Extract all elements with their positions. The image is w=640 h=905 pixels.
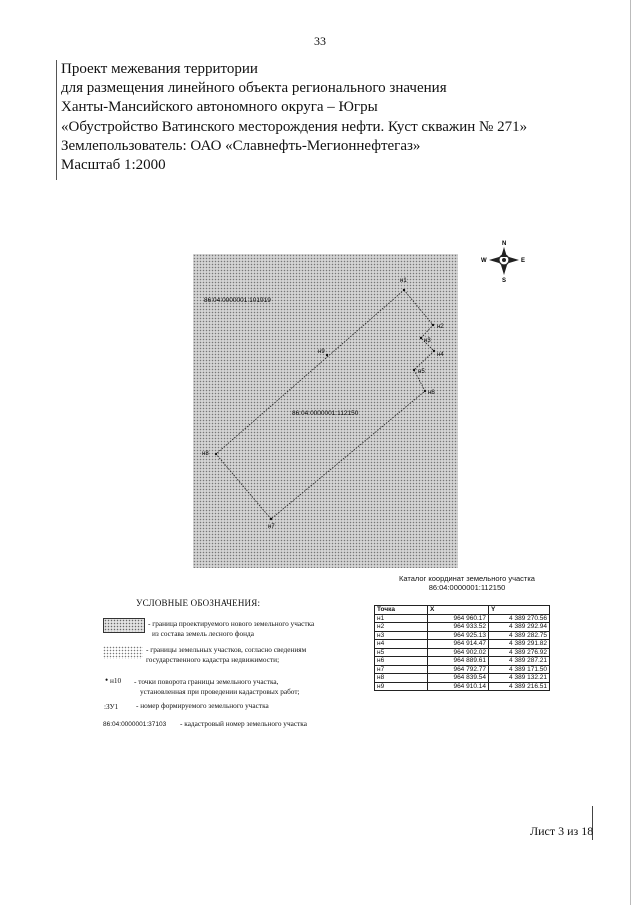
compass-n-label: N [502,241,507,247]
cell-y: 4 389 291.82 [489,640,550,649]
coordinates-table [374,605,550,691]
catalog-title-line-1: Каталог координат земельного участка [399,574,535,583]
header-line-3: Ханты-Мансийского автономного округа – Югры [61,99,378,116]
cell-x: 964 960.17 [428,614,489,623]
point-label-n6: н6 [428,390,435,396]
table-row [375,623,550,632]
point-label-n8: н8 [202,451,209,457]
legend-item-new-parcel [148,619,314,638]
legend-item-points [134,677,300,696]
cell-point: н3 [375,631,428,640]
compass-w-label: W [481,258,487,264]
table-header-row [375,606,550,615]
table-row [375,665,550,674]
table-row [375,614,550,623]
header-line-1: Проект межевания территории [61,61,258,77]
column-header-y: Y [489,606,550,615]
cell-x: 964 910.14 [428,682,489,691]
cell-x: 964 889.61 [428,657,489,666]
legend-swatch-new-parcel [103,618,145,633]
catalog-title [372,574,562,592]
legend-item-registered-parcels [146,645,306,664]
cell-x: 964 933.52 [428,623,489,632]
cell-y: 4 389 132.21 [489,674,550,683]
cell-point: н2 [375,623,428,632]
cell-y: 4 389 216.51 [489,682,550,691]
cell-y: 4 389 171.50 [489,665,550,674]
legend-point-symbol [105,676,121,686]
sheet-total: 18 [581,824,594,838]
legend-item-cadnum: - кадастровый номер земельного участка [180,719,307,728]
cadastral-label-top: 86:04:0000001:101919 [204,297,271,304]
sheet-footer [530,824,593,839]
cell-point: н7 [375,665,428,674]
legend-item-2-line-1: - границы земельных участков, согласно сведениям [146,645,307,654]
table-row [375,674,550,683]
cell-x: 964 925.13 [428,631,489,640]
column-header-point: Точка [375,606,428,615]
legend-item-2-line-2: государственного кадастра недвижимости; [146,654,280,664]
table-row [375,631,550,640]
header-line-5: Землепользователь: ОАО «Славнефть-Мегионнефтегаз» [61,137,421,154]
legend-item-1-line-1: - граница проектируемого нового земельного участка [148,619,315,628]
cell-point: н6 [375,657,428,666]
cell-x: 964 792.77 [428,665,489,674]
parcel-boundary [216,290,434,519]
legend-cadnum-symbol: 86:04:0000001:37103 [103,721,167,728]
point-label-n2: н2 [437,324,444,330]
point-label-n4: н4 [437,352,444,358]
point-label-n7: н7 [268,524,275,530]
legend-item-zu: - номер формируемого земельного участка [136,701,269,710]
point-label-n1: н1 [400,278,407,284]
catalog-title-line-2: 86:04:0000001:112150 [428,583,506,592]
cell-x: 964 839.54 [428,674,489,683]
column-header-x: X [428,606,489,615]
legend-item-1-line-2: из состава земель лесного фонда [152,628,254,638]
sheet-label: Лист 3 из [530,824,579,838]
cell-y: 4 389 292.94 [489,623,550,632]
table-row [375,682,550,691]
cell-point: н8 [375,674,428,683]
legend-point-symbol-text: н10 [109,676,122,685]
cell-y: 4 389 270.56 [489,614,550,623]
compass-s-label: S [502,278,507,283]
header-line-4: «Обустройство Ватинского месторождения нефти. Куст скважин № 271» [61,118,528,135]
cell-point: н5 [375,648,428,657]
compass-e-label: E [521,258,526,264]
cadastral-label-center: 86:04:0000001:112150 [292,410,359,417]
cell-x: 964 914.47 [428,640,489,649]
table-row [375,657,550,666]
point-label-n3: н3 [424,338,431,344]
table-row [375,648,550,657]
point-label-n5: н5 [418,369,425,375]
cell-point: н1 [375,614,428,623]
scale-line: Масштаб 1:2000 [61,157,166,174]
legend-title: УСЛОВНЫЕ ОБОЗНАЧЕНИЯ: [136,598,261,608]
table-row [375,640,550,649]
cell-x: 964 902.02 [428,648,489,657]
page-number: 33 [314,34,326,48]
legend-zu-symbol: :ЗУ1 [104,702,119,711]
cell-y: 4 389 287.21 [489,657,550,666]
legend-swatch-registered-parcels [103,646,143,659]
point-label-n9: н9 [318,349,325,355]
cell-y: 4 389 276.92 [489,648,550,657]
legend-item-3-line-2: установленная при проведении кадастровых работ; [140,686,300,696]
header-line-2: для размещения линейного объекта регионального значения [61,80,447,97]
cell-point: н4 [375,640,428,649]
cell-point: н9 [375,682,428,691]
cell-y: 4 389 282.75 [489,631,550,640]
legend-item-3-line-1: - точки поворота границы земельного участка, [134,677,279,686]
point-dot-icon: • [105,675,109,685]
